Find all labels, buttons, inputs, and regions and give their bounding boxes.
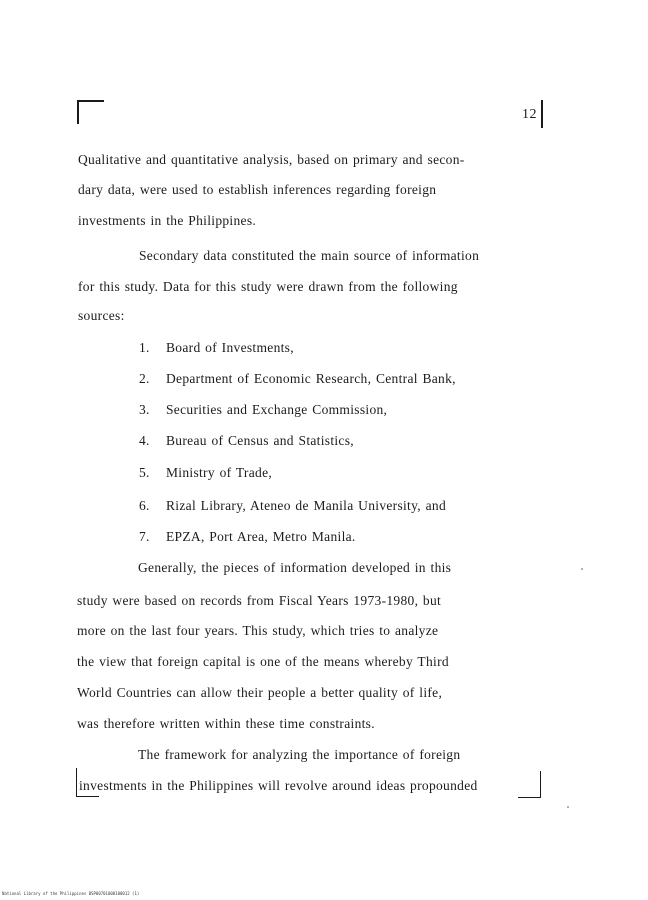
- paragraph-1-line-1: Qualitative and quantitative analysis, based on primary and secon-: [78, 152, 465, 167]
- bottom-left-crop-mark: [76, 768, 99, 797]
- paragraph-3-line-5: World Countries can allow their people a better quality of life,: [77, 685, 443, 700]
- paragraph-2-line-2: for this study. Data for this study were drawn from the following: [78, 279, 458, 294]
- paragraph-4-line-1: The framework for analyzing the importance of foreign: [138, 747, 461, 762]
- paragraph-3-line-2: study were based on records from Fiscal Years 1973-1980, but: [77, 593, 442, 608]
- list-item-text: Ministry of Trade,: [166, 465, 273, 480]
- scan-speck: [581, 568, 583, 570]
- page-number: 12: [522, 107, 537, 122]
- list-item-text: EPZA, Port Area, Metro Manila.: [166, 529, 356, 544]
- paragraph-3-line-1: Generally, the pieces of information developed in this: [138, 560, 452, 575]
- list-item: [139, 528, 356, 546]
- paragraph-2-line-3: sources:: [78, 308, 125, 323]
- scan-footer-caption: National Library of the Philippines BSP00701000100012 (1): [2, 891, 140, 896]
- paragraph-1-line-2: dary data, were used to establish inferences regarding foreign: [78, 182, 437, 197]
- list-item-number: 2.: [139, 371, 150, 386]
- paragraph-3-line-6: was therefore written within these time constraints.: [77, 716, 375, 731]
- list-item: [139, 339, 294, 357]
- list-item-text: Board of Investments,: [166, 340, 294, 355]
- paragraph-3-line-3: more on the last four years. This study, which tries to analyze: [77, 623, 439, 638]
- scan-speck: [567, 806, 569, 808]
- list-item-number: 3.: [139, 402, 150, 417]
- list-item-number: 6.: [139, 498, 150, 513]
- list-item: [139, 464, 272, 482]
- list-item-text: Department of Economic Research, Central Bank,: [166, 371, 456, 386]
- list-item: [139, 370, 456, 388]
- list-item-number: 1.: [139, 340, 150, 355]
- top-left-crop-mark: [77, 100, 104, 124]
- list-item-text: Bureau of Census and Statistics,: [166, 433, 354, 448]
- bottom-right-crop-mark: [518, 771, 541, 798]
- list-item-number: 5.: [139, 465, 150, 480]
- list-item: [139, 497, 446, 515]
- top-right-crop-mark: [541, 100, 543, 128]
- list-item: [139, 432, 354, 450]
- paragraph-1-line-3: investments in the Philippines.: [78, 213, 257, 228]
- paragraph-4-line-2: investments in the Philippines will revolve around ideas propounded: [79, 778, 478, 793]
- list-item-text: Securities and Exchange Commission,: [166, 402, 388, 417]
- list-item-number: 4.: [139, 433, 150, 448]
- list-item-text: Rizal Library, Ateneo de Manila University, and: [166, 498, 447, 513]
- paragraph-3-line-4: the view that foreign capital is one of the means whereby Third: [77, 654, 449, 669]
- list-item-number: 7.: [139, 529, 150, 544]
- paragraph-2-line-1: Secondary data constituted the main source of information: [139, 248, 480, 263]
- list-item: [139, 401, 387, 419]
